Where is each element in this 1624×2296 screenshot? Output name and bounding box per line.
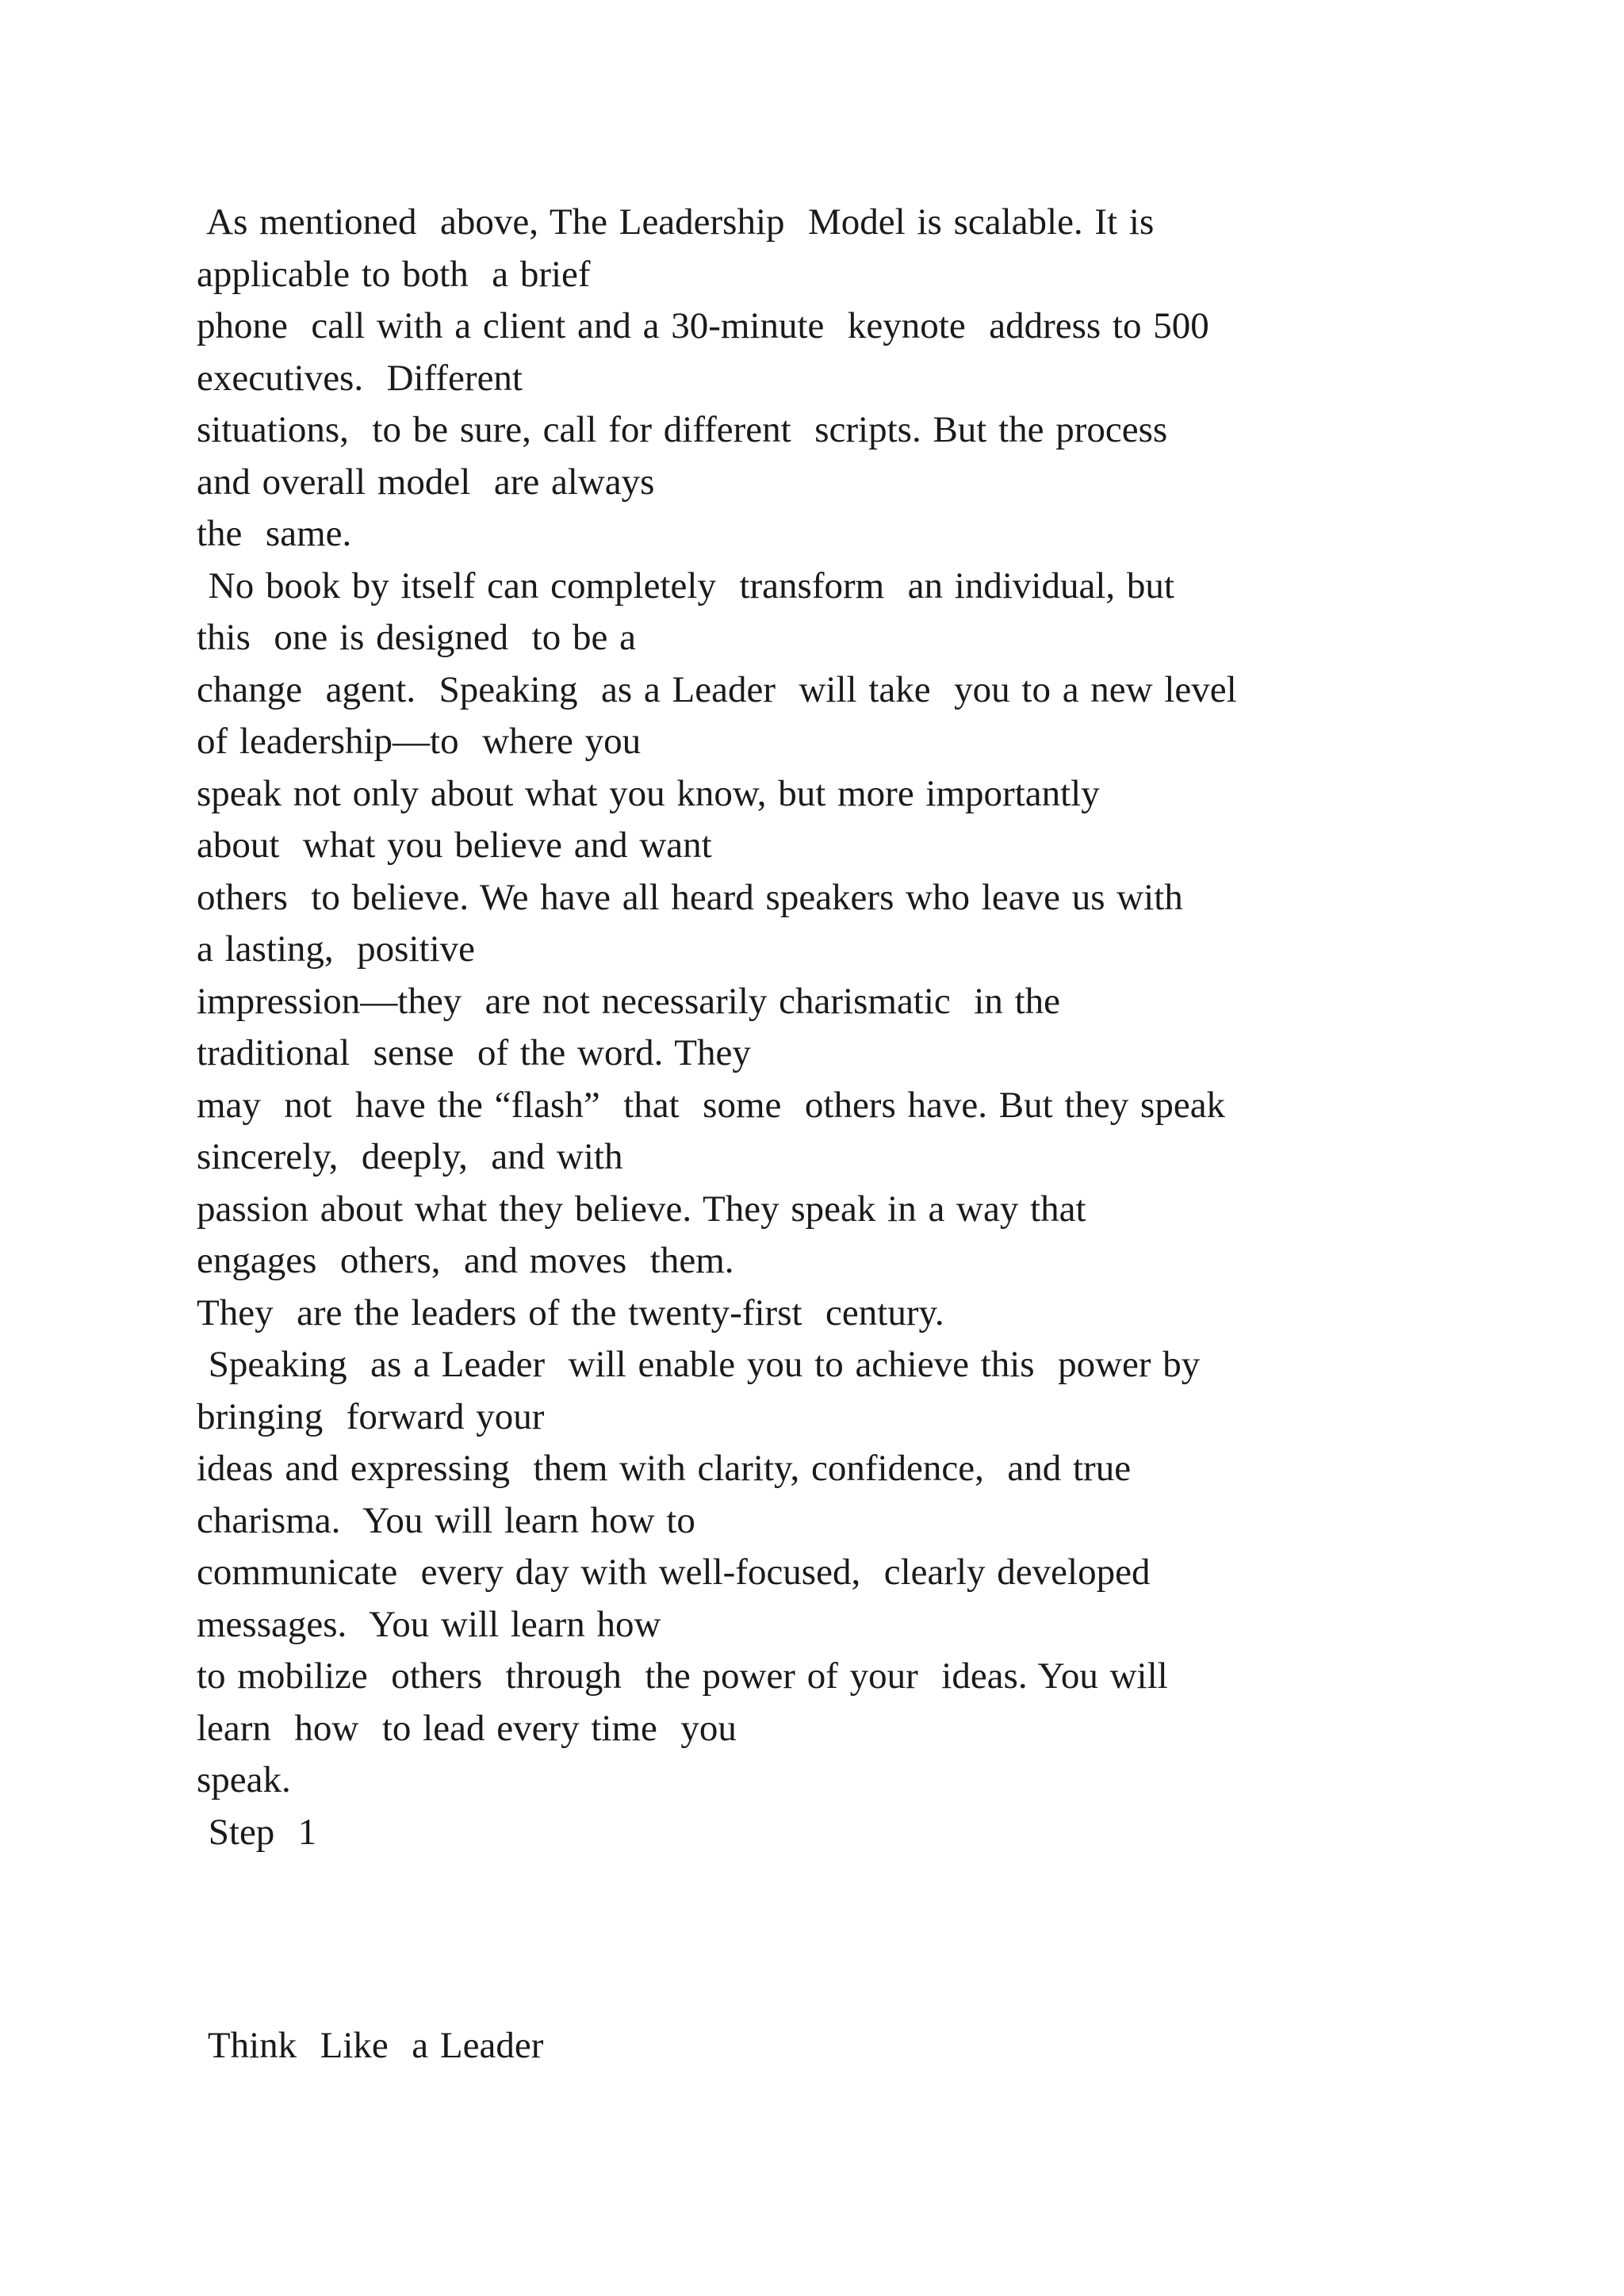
text-line: this one is designed to be a xyxy=(197,617,636,658)
text-line: a lasting, positive xyxy=(197,928,476,970)
text-line: to mobilize others through the power of your ideas. You will xyxy=(197,1655,1168,1697)
text-line: impression—they are not necessarily charismatic in the xyxy=(197,980,1061,1022)
text-line: phone call with a client and a 30-minute keynote address to 500 xyxy=(197,305,1209,346)
text-line: bringing forward your xyxy=(197,1395,545,1437)
text-line: change agent. Speaking as a Leader will take you to a new level xyxy=(197,668,1237,710)
text-line: executives. Different xyxy=(197,357,523,399)
text-line: of leadership—to where you xyxy=(197,721,642,762)
text-line: and overall model are always xyxy=(197,461,655,503)
section-heading: Think Like a Leader xyxy=(197,2025,544,2066)
text-line: speak not only about what you know, but more importantly xyxy=(197,772,1100,814)
text-line: Speaking as a Leader will enable you to achieve this power by xyxy=(197,1344,1201,1385)
text-line: engages others, and moves them. xyxy=(197,1240,734,1281)
text-line: others to believe. We have all heard speakers who leave us with xyxy=(197,876,1183,918)
text-line: communicate every day with well-focused, clearly developed xyxy=(197,1552,1151,1593)
text-line: about what you believe and want xyxy=(197,825,712,866)
body-text xyxy=(197,197,1465,1858)
text-line: the same. xyxy=(197,513,352,554)
text-line: passion about what they believe. They speak in a way that xyxy=(197,1188,1086,1230)
text-line: messages. You will learn how xyxy=(197,1603,661,1645)
text-line: As mentioned above, The Leadership Model is scalable. It is xyxy=(197,201,1155,243)
text-line: charisma. You will learn how to xyxy=(197,1499,695,1541)
text-line: No book by itself can completely transform an individual, but xyxy=(197,564,1174,607)
text-line: learn how to lead every time you xyxy=(197,1707,737,1749)
text-line: ideas and expressing them with clarity, confidence, and true xyxy=(197,1448,1132,1489)
text-line: sincerely, deeply, and with xyxy=(197,1136,623,1177)
text-line: traditional sense of the word. They xyxy=(197,1032,751,1073)
step-label: Step 1 xyxy=(197,1811,317,1853)
text-line: may not have the “flash” that some others have. But they speak xyxy=(197,1084,1226,1126)
text-line: applicable to both a brief xyxy=(197,253,591,295)
text-line: speak. xyxy=(197,1759,291,1800)
text-line: They are the leaders of the twenty-first century. xyxy=(197,1292,944,1334)
text-line: situations, to be sure, call for different scripts. But the process xyxy=(197,409,1168,450)
